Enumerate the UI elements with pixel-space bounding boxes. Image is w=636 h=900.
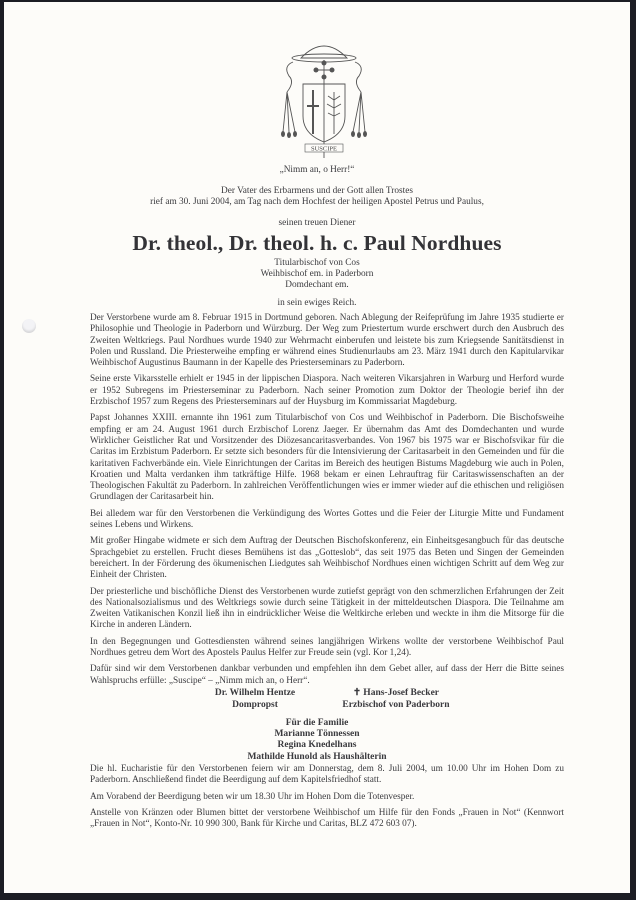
title-2: Weihbischof em. in Paderborn (260, 269, 374, 279)
paragraph: In den Begegnungen und Gottesdiensten während seines langjährigen Wirkens wollte der verstorbene Weihbischof Paul Nordhues getreu dem Wort des Apostels Paulus Helfer zur Freude sein (vgl. Kor 1,24). (90, 636, 564, 659)
signature-role: Dompropst (232, 699, 278, 710)
family-heading: Für die Familie (285, 718, 349, 728)
intro-line-2: rief am 30. Juni 2004, am Tag nach dem Hochfest der heiligen Apostel Petrus und Paulus, (150, 197, 484, 207)
biography (90, 313, 564, 692)
family-member: Mathilde Hunold als Haushälterin (247, 751, 387, 762)
paragraph: Papst Johannes XXIII. ernannte ihn 1961 zum Titularbischof von Cos und Weihbischof in Paderborn. Die Bischofsweihe empfing er am 24. August 1961 durch Erzbischof Lorenz Jaeger. Er übernahm das Amt des Domdechanten und wurde Wirklicher Geistlicher Rat und Vorsitzender des Diözesancaritasverbandes. Von 1967 bis 1975 war er Bischofsvikar für die Caritas im Erzbistum Paderborn. Er setzte sich besonders für die Intensivierung der Caritasarbeit in den Gemeinden und für die karitativen Fachverbände ein. Viele Einrichtungen der Caritas im Bereich des heutigen Bistums Magdeburg wie auch in Polen, Kroatien und Malta verdanken ihm tatkräftige Hilfe. 1968 bekam er einen Lehrauftrag für Caritaswissenschaften an der Theologischen Fakultät zu Paderborn. In zahlreichen Veröffentlichungen wies er immer wieder auf die ethischen und religiösen Grundlagen der Caritasarbeit hin. (90, 413, 564, 503)
signature-name: Dr. Wilhelm Hentze (214, 688, 296, 698)
family-member: Marianne Tönnessen (274, 729, 360, 740)
punch-hole (22, 319, 36, 333)
family-block (4, 718, 630, 763)
signature-dompropst (200, 688, 310, 711)
intro-line-1: Der Vater des Erbarmens und der Gott allen Trostes (221, 186, 413, 196)
coat-of-arms-icon (279, 36, 369, 160)
signature-name: ✝ Hans-Josef Becker (352, 688, 440, 698)
deceased-name: Dr. theol., Dr. theol. h. c. Paul Nordhues (132, 231, 502, 255)
notices (90, 764, 564, 835)
signature-role: Erzbischof von Paderborn (342, 699, 450, 710)
paragraph: Der Verstorbene wurde am 8. Februar 1915 in Dortmund geboren. Nach Ablegung der Reifeprüfung im Jahre 1935 studierte er Philosophie und Theologie in Paderborn und Würzburg. Der Weg zum Priestertum wurde erschwert durch den Ausbruch des Zweiten Weltkriegs. Paul Nordhues wurde 1940 zur Wehrmacht einberufen und leistete bis zum Kriegsende Sanitätsdienst in Polen und Russland. Die Priesterweihe empfing er während eines Studienurlaubs am 23. März 1941 durch den Kapitularvikar Weihbischof Augustinus Baumann in der Kapelle des Priesterseminars zu Paderborn. (90, 313, 564, 369)
notice: Die hl. Eucharistie für den Verstorbenen feiern wir am Donnerstag, dem 8. Juli 2004, um 10.00 Uhr im Hohen Dom zu Paderborn. Anschließend findet die Beerdigung auf dem Kapitelsfriedhof statt. (90, 764, 564, 786)
family-member: Regina Knedelhans (277, 740, 357, 751)
motto-quote: „Nimm an, o Herr!“ (279, 165, 355, 175)
signature-erzbischof (326, 688, 466, 711)
notice: Anstelle von Kränzen oder Blumen bittet der verstorbene Weihbischof um Hilfe für den Fonds „Frauen in Not“ (Kennwort „Frauen in Not“, Konto-Nr. 10 990 300, Bank für Kirche und Caritas, BLZ 472 603 07). (90, 807, 564, 830)
crest-motto: SUSCIPE (310, 145, 338, 153)
servant-line: seinen treuen Diener (278, 218, 356, 228)
notice: Am Vorabend der Beerdigung beten wir um 18.30 Uhr im Hohen Dom die Totenvesper. (90, 791, 415, 802)
paragraph: Seine erste Vikarsstelle erhielt er 1945 in der lippischen Diaspora. Nach weiteren Vikarsjahren in Warburg und Herford wurde er 1952 Subregens im Priesterseminar zu Paderborn. Nach seiner Promotion zum Doktor der Theologie berief ihn der Erzbischof 1957 zum Regens des Priesterseminars auf der Huysburg im Kommissariat Magdeburg. (90, 374, 564, 408)
closing-line: in sein ewiges Reich. (277, 298, 357, 308)
obituary-page (4, 2, 630, 893)
paragraph: Der priesterliche und bischöfliche Dienst des Verstorbenen wurde zutiefst geprägt von den schmerzlichen Erfahrungen der Zeit des Nationalsozialismus und des Weltkriegs sowie durch seine Tätigkeit in der mitteldeutschen Diaspora. Die Teilnahme am Zweiten Vatikanischen Konzil ließ ihn in eindrücklicher Weise die Weltkirche erleben und weckte in ihm die Mitsorge für die Kirche in anderen Ländern. (90, 586, 564, 631)
paragraph: Bei alledem war für den Verstorbenen die Verkündigung des Wortes Gottes und die Feier der Liturgie Mitte und Fundament seines Lebens und Wirkens. (90, 508, 564, 531)
paragraph: Mit großer Hingabe widmete er sich dem Auftrag der Deutschen Bischofskonferenz, ein Einheitsgesangbuch für das deutsche Sprachgebiet zu erstellen. Frucht dieses Bemühens ist das „Gotteslob“, das seit 1975 das Beten und Singen der Gemeinden bereichert. In der Förderung des ökumenischen Liedgutes sah Weihbischof Nordhues einen wichtigen Schritt auf dem Weg zur Einheit der Christen. (90, 536, 564, 581)
title-1: Titularbischof von Cos (274, 258, 360, 268)
paragraph: Dafür sind wir dem Verstorbenen dankbar verbunden und empfehlen ihn dem Gebet aller, auf dass der Herr die Bitte seines Wahlspruchs erfülle: „Suscipe“ – „Nimm mich an, o Herr“. (90, 664, 564, 686)
title-3: Domdechant em. (285, 280, 349, 290)
